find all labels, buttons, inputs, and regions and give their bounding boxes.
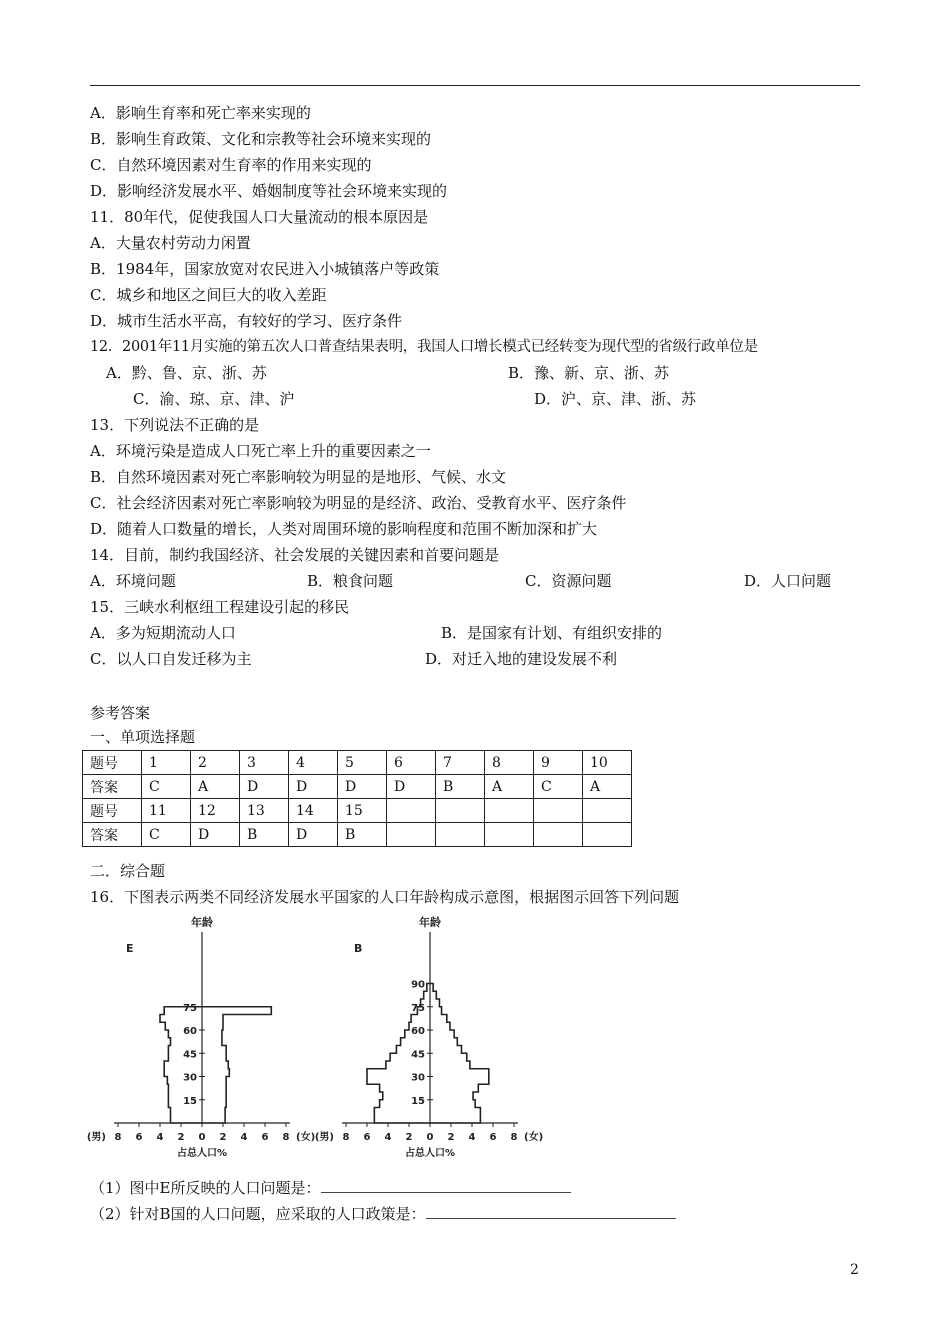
x-tick-label: 4 <box>468 1132 476 1143</box>
answer-table-cell: D <box>240 775 289 799</box>
q14-option-a: A．环境问题 <box>90 572 176 590</box>
answer-table-row <box>83 799 632 823</box>
x-tick-label: 2 <box>177 1132 185 1143</box>
y-tick-label: 60 <box>411 1026 425 1037</box>
q10-option-c: C．自然环境因素对生育率的作用来实现的 <box>90 156 372 174</box>
x-tick-label: 8 <box>282 1132 290 1143</box>
x-tick-label: 2 <box>219 1132 227 1143</box>
answer-table-cell <box>583 799 632 823</box>
y-tick-label: 15 <box>183 1095 197 1107</box>
y-tick-label: 60 <box>183 1026 197 1037</box>
q15-option-a: A．多为短期流动人口 <box>90 624 236 642</box>
q16-sub2 <box>90 1204 676 1224</box>
answer-table-row <box>83 775 632 799</box>
x-left-label: (男) <box>86 1132 106 1143</box>
x-axis-label: 占总人口% <box>176 1148 228 1159</box>
q16-stem: 16．下图表示两类不同经济发展水平国家的人口年龄构成示意图，根据图示回答下列问题 <box>90 888 680 906</box>
q11-option-a: A．大量农村劳动力闲置 <box>90 234 251 252</box>
answer-table-cell: 7 <box>436 751 485 775</box>
q12-stem: 12．2001年11月实施的第五次人口普查结果表明，我国人口增长模式已经转变为现代型的省级行政单位是 <box>90 339 758 355</box>
answer-table-cell: C <box>142 775 191 799</box>
answer-table-header-cell: 题号 <box>83 751 142 775</box>
answer-table-cell <box>436 799 485 823</box>
answer-table-header-cell: 题号 <box>83 799 142 823</box>
q13-option-a: A．环境污染是造成人口死亡率上升的重要因素之一 <box>90 442 431 460</box>
x-right-label: (女) <box>524 1132 544 1143</box>
x-right-label: (女) <box>296 1132 316 1143</box>
q15-option-b: B．是国家有计划、有组织安排的 <box>441 624 663 642</box>
answer-table-cell: C <box>534 775 583 799</box>
x-axis-label: 占总人口% <box>404 1148 456 1159</box>
x-tick-label: 2 <box>405 1132 413 1143</box>
answer-table-cell: 3 <box>240 751 289 775</box>
x-tick-label: 4 <box>384 1132 392 1143</box>
y-tick-label: 45 <box>411 1049 425 1061</box>
chart-title: B <box>354 942 363 955</box>
x-tick-label: 6 <box>363 1132 371 1143</box>
x-tick-label: 4 <box>240 1132 248 1143</box>
answer-table-cell: 13 <box>240 799 289 823</box>
x-tick-label: 4 <box>156 1132 164 1143</box>
answer-table-cell: D <box>338 775 387 799</box>
series-outline-female <box>202 1007 271 1123</box>
answer-table-cell: 10 <box>583 751 632 775</box>
q10-option-b: B．影响生育政策、文化和宗教等社会环境来实现的 <box>90 130 432 148</box>
q12-option-b: B．豫、新、京、浙、苏 <box>508 364 670 382</box>
q10-option-a: A．影响生育率和死亡率来实现的 <box>90 104 311 122</box>
answer-table-cell: 9 <box>534 751 583 775</box>
y-axis-label: 年龄 <box>419 916 441 929</box>
x-tick-label: 8 <box>510 1132 518 1143</box>
answer-table-cell <box>485 799 534 823</box>
y-tick-label: 30 <box>183 1072 197 1084</box>
answer-table-cell: 15 <box>338 799 387 823</box>
q14-stem: 14．目前，制约我国经济、社会发展的关键因素和首要问题是 <box>90 546 500 564</box>
answer-table-header-cell: 答案 <box>83 823 142 847</box>
q11-option-b: B．1984年，国家放宽对农民进入小城镇落户等政策 <box>90 260 440 278</box>
q13-option-c: C．社会经济因素对死亡率影响较为明显的是经济、政治、受教育水平、医疗条件 <box>90 494 627 512</box>
q10-option-d: D．影响经济发展水平、婚姻制度等社会环境来实现的 <box>90 182 448 200</box>
x-tick-label: 8 <box>342 1132 350 1143</box>
answer-table-cell: A <box>485 775 534 799</box>
q15-option-c: C．以人口自发迁移为主 <box>90 650 252 668</box>
y-tick-label: 90 <box>411 979 425 991</box>
y-tick-label: 30 <box>411 1072 425 1084</box>
answer-table-cell: A <box>583 775 632 799</box>
q16-sub1 <box>90 1178 571 1198</box>
q15-option-d: D．对迁入地的建设发展不利 <box>425 650 618 668</box>
q14-option-c: C．资源问题 <box>525 572 612 590</box>
answer-table-row <box>83 751 632 775</box>
answer-table-cell: A <box>191 775 240 799</box>
answer-table-cell: 6 <box>387 751 436 775</box>
answer-table-cell: 5 <box>338 751 387 775</box>
q11-stem: 11．80年代，促使我国人口大量流动的根本原因是 <box>90 208 429 226</box>
series-outline-female <box>430 984 489 1124</box>
answer-table-cell: D <box>191 823 240 847</box>
q13-stem: 13．下列说法不正确的是 <box>90 416 260 434</box>
answers-title: 参考答案 <box>90 704 151 722</box>
x-tick-label: 6 <box>261 1132 269 1143</box>
q16-sub1-text: （1）图中E所反映的人口问题是： <box>90 1179 321 1197</box>
answer-table-cell: D <box>289 823 338 847</box>
chart-title: E <box>126 942 134 955</box>
answer-table-row <box>83 823 632 847</box>
q13-option-d: D．随着人口数量的增长，人类对周围环境的影响程度和范围不断加深和扩大 <box>90 520 598 538</box>
answer-table-cell: C <box>142 823 191 847</box>
answers-section1-heading: 一、单项选择题 <box>90 728 196 746</box>
answer-table-cell: B <box>338 823 387 847</box>
answer-table-cell <box>387 799 436 823</box>
q11-option-d: D．城市生活水平高，有较好的学习、医疗条件 <box>90 312 403 330</box>
answer-table-cell <box>534 823 583 847</box>
q14-option-d: D．人口问题 <box>744 572 832 590</box>
answer-table-cell: B <box>240 823 289 847</box>
y-axis-label: 年龄 <box>191 916 213 929</box>
y-tick-label: 75 <box>411 1002 425 1014</box>
q15-stem: 15．三峡水利枢纽工程建设引起的移民 <box>90 598 350 616</box>
answer-table-header-cell: 答案 <box>83 775 142 799</box>
q16-sub2-text: （2）针对B国的人口问题，应采取的人口政策是： <box>90 1205 426 1223</box>
answer-table-cell: 11 <box>142 799 191 823</box>
q12-option-a: A．黔、鲁、京、浙、苏 <box>106 364 267 382</box>
x-tick-label: 0 <box>426 1132 434 1143</box>
q16-sub2-answer-blank[interactable] <box>426 1204 676 1219</box>
q11-option-c: C．城乡和地区之间巨大的收入差距 <box>90 286 327 304</box>
x-tick-label: 2 <box>447 1132 455 1143</box>
y-tick-label: 75 <box>183 1002 197 1014</box>
x-left-label: (男) <box>314 1132 334 1143</box>
answer-table-cell: D <box>387 775 436 799</box>
answer-table-cell <box>387 823 436 847</box>
answer-table-cell: D <box>289 775 338 799</box>
answer-table-cell: 4 <box>289 751 338 775</box>
answer-table-cell: B <box>436 775 485 799</box>
x-tick-label: 6 <box>489 1132 497 1143</box>
y-tick-label: 15 <box>411 1095 425 1107</box>
answer-table-cell <box>534 799 583 823</box>
answer-table-cell <box>436 823 485 847</box>
answer-table-cell: 14 <box>289 799 338 823</box>
q16-sub1-answer-blank[interactable] <box>321 1178 571 1193</box>
answer-table-cell: 12 <box>191 799 240 823</box>
q12-option-c: C．渝、琼、京、津、沪 <box>133 390 295 408</box>
y-tick-label: 45 <box>183 1049 197 1061</box>
page-number: 2 <box>850 1262 859 1278</box>
answer-table-cell: 1 <box>142 751 191 775</box>
x-tick-label: 0 <box>198 1132 206 1143</box>
answer-table-cell <box>583 823 632 847</box>
pyramid-chart-e <box>86 912 316 1162</box>
x-tick-label: 6 <box>135 1132 143 1143</box>
pyramid-chart-b <box>314 912 544 1162</box>
header-rule <box>90 85 860 86</box>
x-tick-label: 8 <box>114 1132 122 1143</box>
q14-option-b: B．粮食问题 <box>307 572 394 590</box>
answer-table-cell: 8 <box>485 751 534 775</box>
answer-table-cell <box>485 823 534 847</box>
q12-option-d: D．沪、京、津、浙、苏 <box>534 390 697 408</box>
answer-table <box>82 750 632 847</box>
q13-option-b: B．自然环境因素对死亡率影响较为明显的是地形、气候、水文 <box>90 468 507 486</box>
section2-heading: 二．综合题 <box>90 862 166 880</box>
answer-table-cell: 2 <box>191 751 240 775</box>
